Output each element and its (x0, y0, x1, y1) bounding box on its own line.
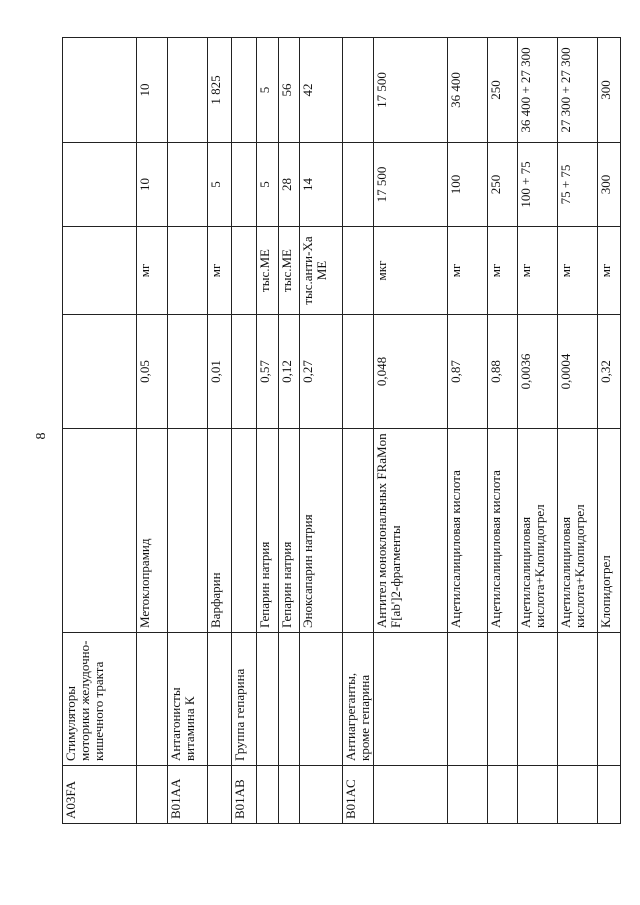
drug-name: Метоклопрамид (137, 429, 168, 633)
atc-code: B01AB (232, 766, 257, 824)
group-name (374, 633, 448, 766)
atc-code (448, 766, 488, 824)
unit (232, 227, 257, 315)
atc-code (374, 766, 448, 824)
drug-table (62, 37, 621, 824)
unit: тыс.анти-Ха МЕ (300, 227, 343, 315)
dose: 250 (488, 143, 518, 227)
table-row (168, 38, 208, 824)
drug-name: Антител моноклональных FRaMon F[ab']2-фрагменты (374, 429, 448, 633)
ddd-value: 0,88 (488, 315, 518, 429)
group-name (279, 633, 300, 766)
ddd-value: 0,0036 (518, 315, 558, 429)
page-number: 8 (34, 432, 49, 440)
unit: мкг (374, 227, 448, 315)
ddd-value: 0,0004 (558, 315, 598, 429)
ddd-value: 0,01 (208, 315, 232, 429)
drug-name: Варфарин (208, 429, 232, 633)
total-dose: 36 400 (448, 38, 488, 143)
total-dose: 36 400 + 27 300 (518, 38, 558, 143)
unit (63, 227, 137, 315)
atc-code (300, 766, 343, 824)
table-row (598, 38, 621, 824)
total-dose: 5 (257, 38, 279, 143)
dose (168, 143, 208, 227)
dose: 17 500 (374, 143, 448, 227)
drug-name (63, 429, 137, 633)
total-dose (168, 38, 208, 143)
group-name (558, 633, 598, 766)
drug-name: Ацетилсалициловая кислота+Клопидогрел (558, 429, 598, 633)
unit (343, 227, 374, 315)
unit (168, 227, 208, 315)
dose (232, 143, 257, 227)
atc-code (257, 766, 279, 824)
atc-code: A03FA (63, 766, 137, 824)
dose: 10 (137, 143, 168, 227)
dose (343, 143, 374, 227)
group-name: Стимуляторы моторики желудочно-кишечного тракта (63, 633, 137, 766)
dose: 75 + 75 (558, 143, 598, 227)
group-name (257, 633, 279, 766)
ddd-value (343, 315, 374, 429)
total-dose (343, 38, 374, 143)
group-name (518, 633, 558, 766)
total-dose: 27 300 + 27 300 (558, 38, 598, 143)
dose: 100 + 75 (518, 143, 558, 227)
dose (63, 143, 137, 227)
unit: мг (558, 227, 598, 315)
dose: 14 (300, 143, 343, 227)
drug-name: Ацетилсалициловая кислота (448, 429, 488, 633)
ddd-value: 0,32 (598, 315, 621, 429)
total-dose: 10 (137, 38, 168, 143)
table-row (448, 38, 488, 824)
unit: мг (598, 227, 621, 315)
total-dose: 56 (279, 38, 300, 143)
unit: мг (208, 227, 232, 315)
ddd-value: 0,87 (448, 315, 488, 429)
ddd-value: 0,57 (257, 315, 279, 429)
group-name (137, 633, 168, 766)
drug-name: Эноксапарин натрия (300, 429, 343, 633)
total-dose: 1 825 (208, 38, 232, 143)
table-row (343, 38, 374, 824)
table-viewport (62, 38, 613, 824)
total-dose (63, 38, 137, 143)
atc-code (279, 766, 300, 824)
drug-name: Ацетилсалициловая кислота+Клопидогрел (518, 429, 558, 633)
atc-code (518, 766, 558, 824)
unit: тыс.МЕ (257, 227, 279, 315)
group-name (448, 633, 488, 766)
ddd-value: 0,12 (279, 315, 300, 429)
table-row (488, 38, 518, 824)
drug-name (343, 429, 374, 633)
total-dose: 42 (300, 38, 343, 143)
drug-name (232, 429, 257, 633)
table-row (518, 38, 558, 824)
dose: 5 (257, 143, 279, 227)
atc-code (598, 766, 621, 824)
unit: мг (488, 227, 518, 315)
table-row (232, 38, 257, 824)
drug-name: Клопидогрел (598, 429, 621, 633)
ddd-value: 0,05 (137, 315, 168, 429)
table-row (558, 38, 598, 824)
drug-name (168, 429, 208, 633)
ddd-value (63, 315, 137, 429)
atc-code: B01AC (343, 766, 374, 824)
table-row (300, 38, 343, 824)
total-dose: 17 500 (374, 38, 448, 143)
total-dose: 250 (488, 38, 518, 143)
total-dose (232, 38, 257, 143)
table-row (374, 38, 448, 824)
group-name (300, 633, 343, 766)
table-row (137, 38, 168, 824)
atc-code (488, 766, 518, 824)
ddd-value: 0,048 (374, 315, 448, 429)
group-name: Группа гепарина (232, 633, 257, 766)
group-name (208, 633, 232, 766)
drug-name: Гепарин натрия (279, 429, 300, 633)
group-name (598, 633, 621, 766)
group-name (488, 633, 518, 766)
group-name: Антиагреганты, кроме гепарина (343, 633, 374, 766)
atc-code: B01AA (168, 766, 208, 824)
dose: 5 (208, 143, 232, 227)
total-dose: 300 (598, 38, 621, 143)
ddd-value (232, 315, 257, 429)
drug-name: Гепарин натрия (257, 429, 279, 633)
atc-code (137, 766, 168, 824)
atc-code (558, 766, 598, 824)
dose: 300 (598, 143, 621, 227)
ddd-value: 0,27 (300, 315, 343, 429)
atc-code (208, 766, 232, 824)
table-row (257, 38, 279, 824)
table-row (63, 38, 137, 824)
unit: мг (518, 227, 558, 315)
dose: 100 (448, 143, 488, 227)
ddd-value (168, 315, 208, 429)
dose: 28 (279, 143, 300, 227)
unit: мг (137, 227, 168, 315)
group-name: Антагонисты витамина К (168, 633, 208, 766)
unit: мг (448, 227, 488, 315)
drug-name: Ацетилсалициловая кислота (488, 429, 518, 633)
table-row (208, 38, 232, 824)
unit: тыс.МЕ (279, 227, 300, 315)
table-row (279, 38, 300, 824)
